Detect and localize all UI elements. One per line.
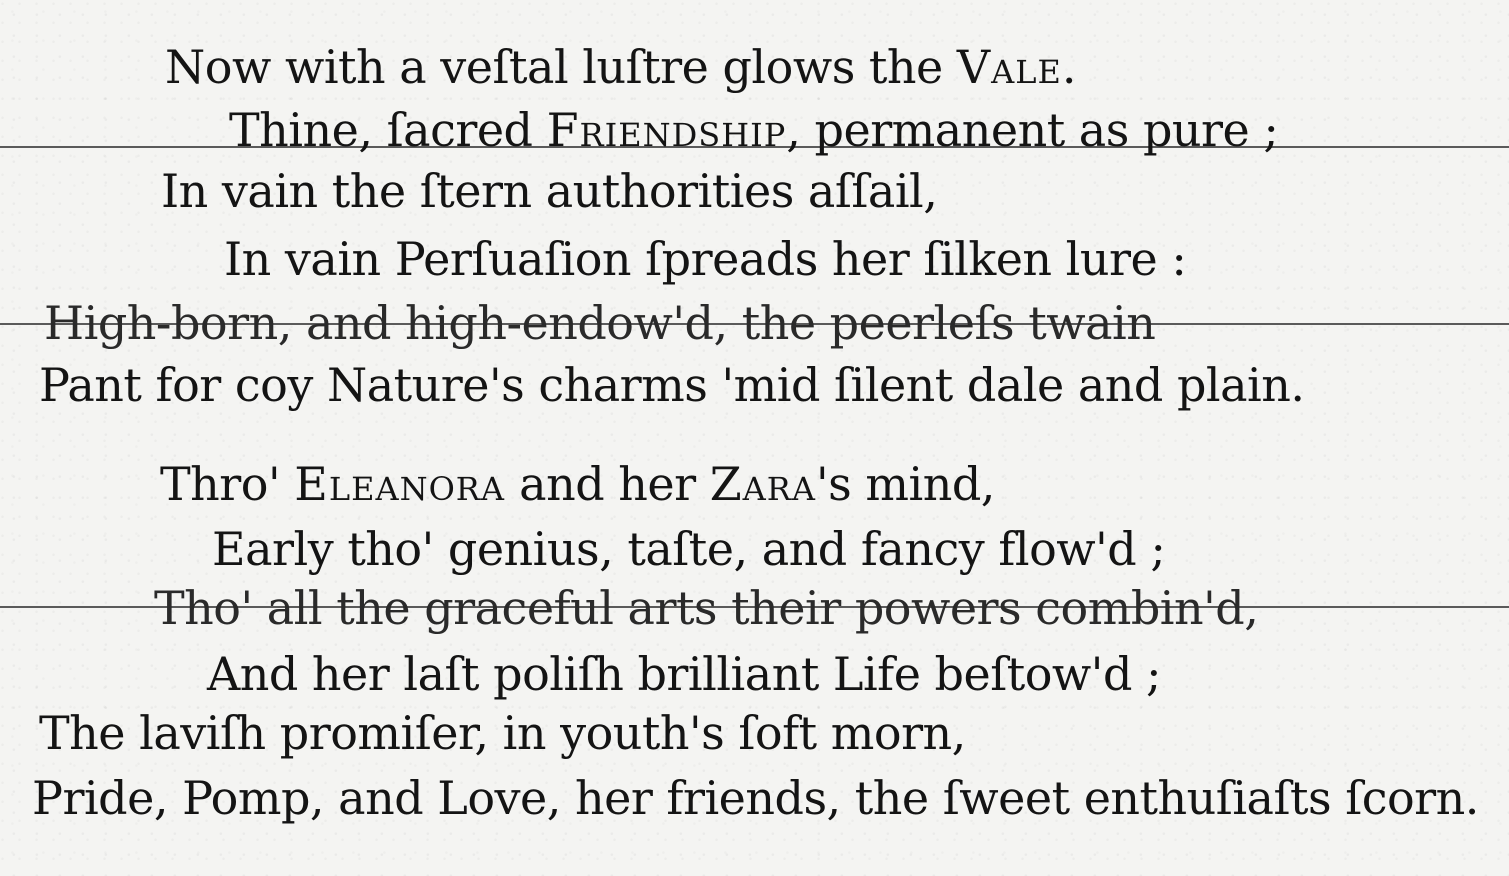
- line-text: 's mind,: [816, 457, 995, 511]
- poem-line: Pant for coy Nature's charms 'mid ſilent dale and plain.: [39, 358, 1305, 412]
- poem-line: And her laſt poliſh brilliant Life beſtow'd ;: [207, 647, 1162, 701]
- poem-line: Tho' all the graceful arts their powers combin'd,: [154, 581, 1259, 635]
- line-text: .: [1061, 40, 1076, 94]
- line-text: and her: [505, 457, 710, 511]
- poem-line: The laviſh promiſer, in youth's ſoft morn,: [39, 706, 966, 760]
- poem-line: High-born, and high-endow'd, the peerleſs twain: [44, 296, 1156, 350]
- line-text: Thine, ſacred: [229, 103, 547, 157]
- line-text: Thro': [160, 457, 295, 511]
- small-caps-word: Friendship: [546, 103, 787, 157]
- poem-line: Pride, Pomp, and Love, her friends, the ſweet enthuſiaſts ſcorn.: [32, 771, 1479, 825]
- poem-line: Early tho' genius, taſte, and fancy flow'd ;: [212, 522, 1166, 576]
- small-caps-word: Zara: [709, 457, 816, 511]
- line-text: , permanent as pure ;: [786, 103, 1279, 157]
- poem-line: In vain the ſtern authorities aſſail,: [161, 164, 938, 218]
- line-text: Now with a veſtal luſtre glows the: [165, 40, 957, 94]
- poem-line: [160, 457, 995, 511]
- small-caps-word: Vale: [956, 40, 1062, 94]
- poem-line: In vain Perſuaſion ſpreads her ſilken lure :: [224, 232, 1187, 286]
- small-caps-word: Eleanora: [294, 457, 506, 511]
